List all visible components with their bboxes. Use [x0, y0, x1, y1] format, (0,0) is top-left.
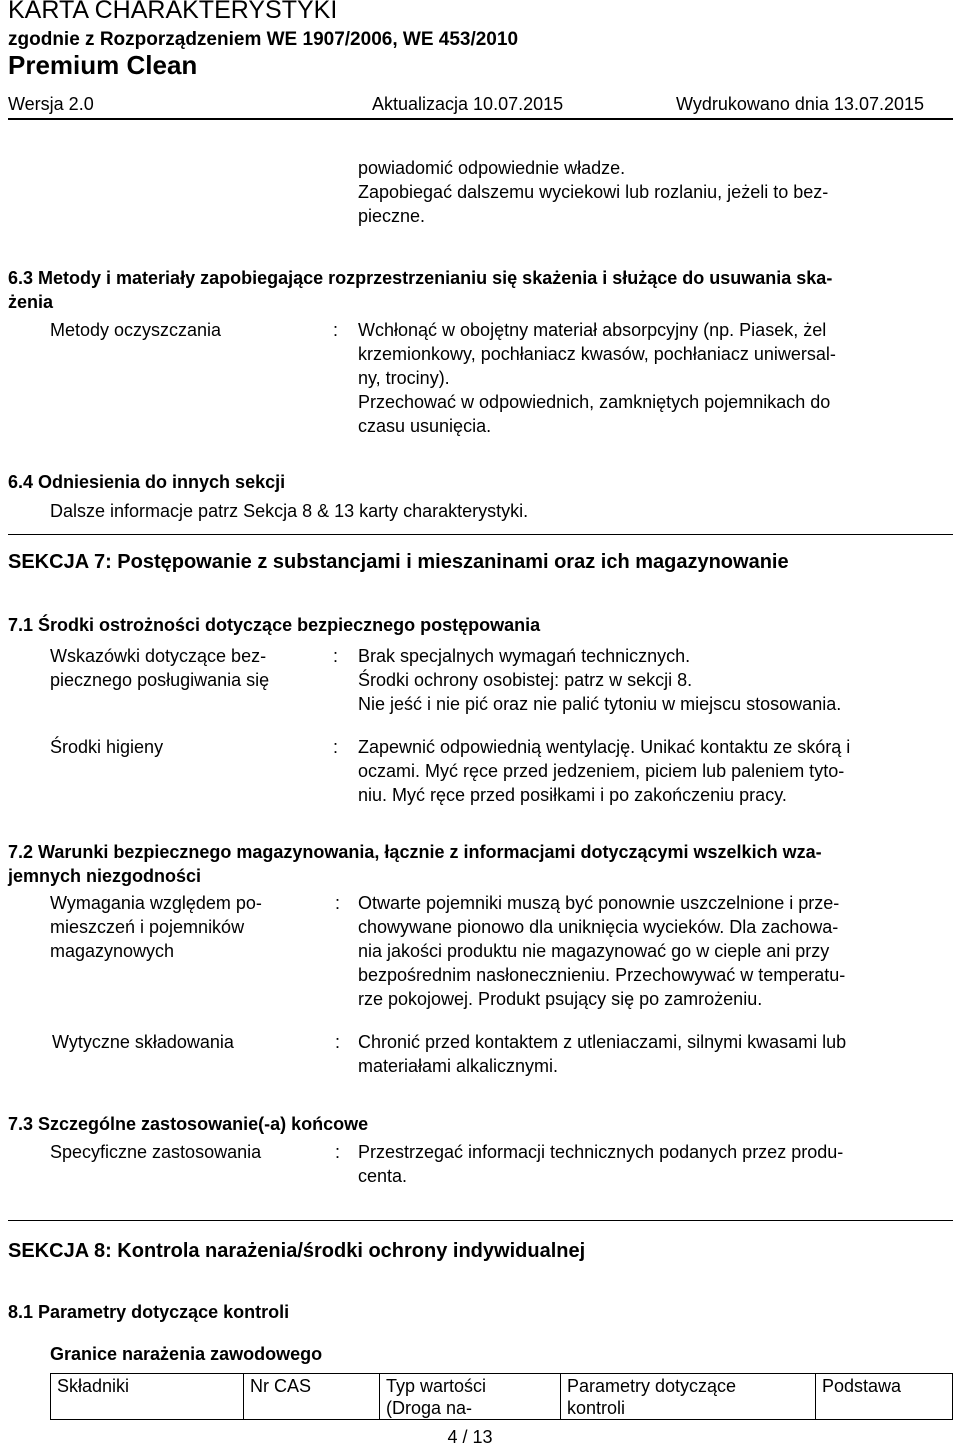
storage-requirements-label: Wymagania względem po- mieszczeń i pojemników magazynowych — [50, 893, 262, 961]
cleanup-methods-value: Wchłonąć w obojętny materiał absorpcyjny (np. Piasek, żel krzemionkowy, pochłaniacz kwasów, pochłaniacz uniwersal- ny, trociny). Przechować w odpowiednich, zamkniętych pojemnikach do czasu usunięcia. — [358, 320, 836, 436]
regulation-line: zgodnie z Rozporządzeniem WE 1907/2006, WE 453/2010 — [8, 29, 519, 50]
table-header-cell: Parametry dotyczące kontroli — [561, 1374, 816, 1420]
table-header-cell: Podstawa — [816, 1374, 953, 1420]
product-name: Premium Clean — [8, 50, 198, 80]
table-header-cell: Składniki — [51, 1374, 244, 1420]
print-date: Wydrukowano dnia 13.07.2015 — [676, 94, 925, 114]
section-7-1-heading: 7.1 Środki ostrożności dotyczące bezpiecznego postępowania — [8, 615, 541, 635]
hygiene-label: Środki higieny — [50, 737, 164, 757]
version: Wersja 2.0 — [8, 94, 94, 114]
section-8-title: SEKCJA 8: Kontrola narażenia/środki ochrony indywidualnej — [8, 1240, 586, 1262]
section-7-title: SEKCJA 7: Postępowanie z substancjami i mieszaninami oraz ich magazynowanie — [8, 551, 789, 573]
separator: : — [333, 320, 339, 340]
specific-uses-value: Przestrzegać informacji technicznych podanych przez produ- centa. — [358, 1142, 844, 1186]
table-header-row — [51, 1374, 953, 1420]
section-divider — [8, 534, 953, 535]
cleanup-methods-label: Metody oczyszczania — [50, 320, 222, 340]
section-6-3-heading: 6.3 Metody i materiały zapobiegające rozprzestrzenianiu się skażenia i służące do usuwania ska- żenia — [8, 268, 833, 312]
exposure-limits-table — [50, 1373, 953, 1420]
document-title: KARTA CHARAKTERYSTYKI — [8, 0, 338, 24]
section-6-4-heading: 6.4 Odniesienia do innych sekcji — [8, 472, 286, 492]
section-7-3-heading: 7.3 Szczególne zastosowanie(-a) końcowe — [8, 1114, 369, 1134]
specific-uses-label: Specyficzne zastosowania — [50, 1142, 262, 1162]
storage-guidelines-label: Wytyczne składowania — [52, 1032, 234, 1052]
table-header-cell: Typ wartości (Droga na- — [380, 1374, 561, 1420]
separator: : — [335, 1142, 341, 1162]
separator: : — [333, 646, 339, 666]
page-number: 4 / 13 — [400, 1424, 540, 1450]
section-divider — [8, 1220, 953, 1221]
exposure-limits-heading: Granice narażenia zawodowego — [50, 1344, 323, 1364]
table-header-cell: Nr CAS — [244, 1374, 380, 1420]
storage-requirements-value: Otwarte pojemniki muszą być ponownie uszczelnione i prze- chowywane pionowo dla uniknięcia wycieków. Dla zachowa- nia jakości produktu nie magazynować go w cieple ani przy bezpośrednim nasłonecznieniu. Przechowywać w temperatu- rze pokojowej. Produkt psujący się po zamrożeniu. — [358, 893, 846, 1009]
continuation-text: powiadomić odpowiednie władze. Zapobiegać dalszemu wyciekowi lub rozlaniu, jeżeli to bez- pieczne. — [358, 158, 829, 226]
section-7-2-heading: 7.2 Warunki bezpiecznego magazynowania, łącznie z informacjami dotyczącymi wszelkich wza- jemnych niezgodności — [8, 842, 822, 886]
update-date: Aktualizacja 10.07.2015 — [372, 94, 564, 114]
separator: : — [335, 893, 341, 913]
header-divider — [8, 118, 953, 120]
hygiene-value: Zapewnić odpowiednią wentylację. Unikać kontaktu ze skórą i oczami. Myć ręce przed jedzeniem, piciem lub paleniem tyto- niu. Myć ręce przed posiłkami i po zakończeniu pracy. — [358, 737, 851, 805]
storage-guidelines-value: Chronić przed kontaktem z utleniaczami, silnymi kwasami lub materiałami alkalicznymi. — [358, 1032, 847, 1076]
separator: : — [333, 737, 339, 757]
handling-advice-value: Brak specjalnych wymagań technicznych. Środki ochrony osobistej: patrz w sekcji 8. Nie jeść i nie pić oraz nie palić tytoniu w miejscu stosowania. — [358, 646, 842, 714]
handling-advice-label: Wskazówki dotyczące bez- piecznego posługiwania się — [50, 646, 270, 690]
separator: : — [335, 1032, 341, 1052]
section-6-4-text: Dalsze informacje patrz Sekcja 8 & 13 karty charakterystyki. — [50, 501, 529, 521]
section-8-1-heading: 8.1 Parametry dotyczące kontroli — [8, 1302, 290, 1322]
